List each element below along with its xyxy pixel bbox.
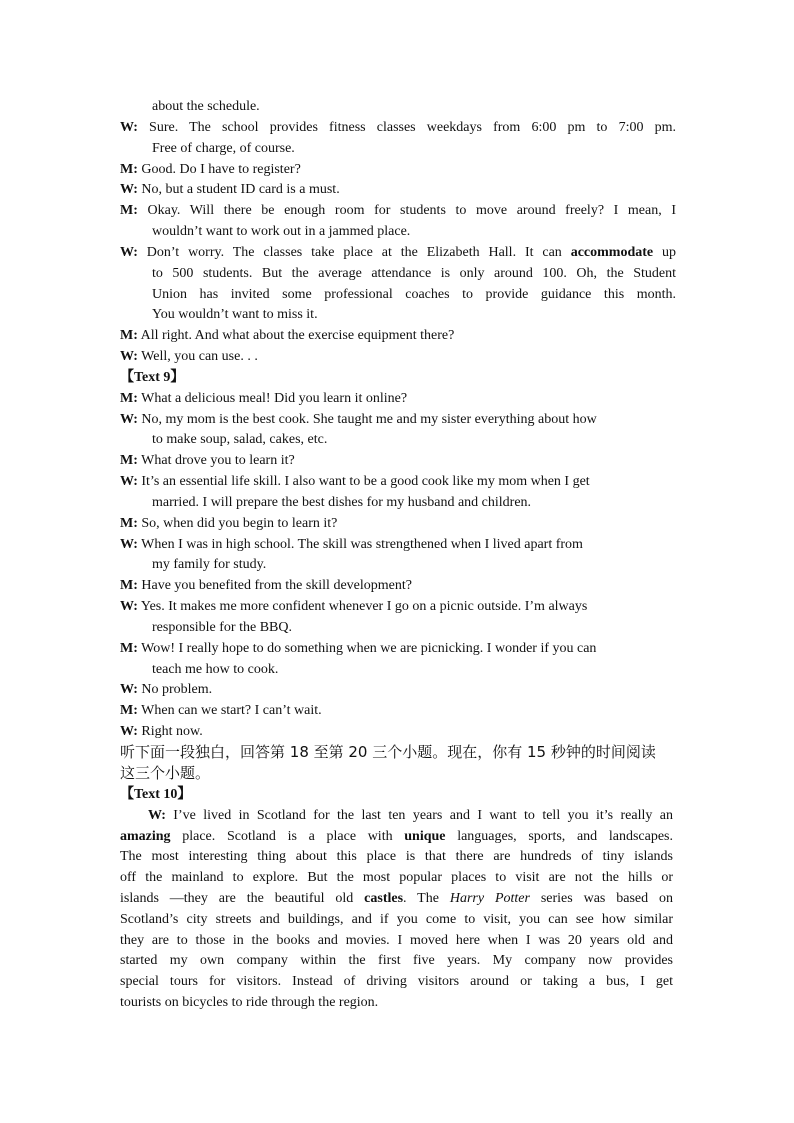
monologue-line bbox=[120, 806, 673, 826]
text-run: Good. Do I have to register? bbox=[137, 162, 301, 177]
monologue-line bbox=[120, 868, 673, 888]
text-run: Right now. bbox=[137, 724, 203, 739]
dialogue-line bbox=[120, 576, 676, 596]
dialogue-continuation bbox=[152, 139, 676, 159]
monologue-line bbox=[120, 827, 673, 847]
text-run: off the mainland to explore. But the most popular places to visit are not the hills or bbox=[120, 870, 673, 885]
dialogue-line bbox=[120, 472, 676, 492]
text-run: languages, sports, and landscapes. bbox=[445, 829, 673, 844]
monologue-line bbox=[120, 951, 673, 971]
dialogue-line bbox=[120, 701, 676, 721]
text-run: about the schedule. bbox=[152, 99, 260, 114]
text-run: Okay. Will there be enough room for students to move around freely? I mean, I bbox=[137, 203, 676, 218]
text-run: my family for study. bbox=[152, 557, 267, 572]
text-run: Yes. It makes me more confident whenever I go on a picnic outside. I’m always bbox=[137, 599, 588, 614]
speaker-label: M: bbox=[120, 641, 138, 656]
text-run: Free of charge, of course. bbox=[152, 141, 295, 156]
monologue-line bbox=[120, 910, 673, 930]
instruction-text bbox=[120, 763, 210, 783]
text-run: No problem. bbox=[137, 682, 213, 697]
monologue-line bbox=[120, 931, 673, 951]
dialogue-line bbox=[120, 597, 676, 617]
dialogue-line bbox=[120, 410, 676, 430]
text-run: tourists on bicycles to ride through the region. bbox=[120, 995, 379, 1010]
speaker-label: W: bbox=[120, 349, 138, 364]
dialogue-line bbox=[120, 451, 676, 471]
text-run: Wow! I really hope to do something when we are picnicking. I wonder if you can bbox=[137, 641, 597, 656]
text-run: 这三个小题。 bbox=[120, 764, 211, 782]
section-heading bbox=[120, 785, 676, 805]
dialogue-continuation bbox=[152, 285, 676, 305]
text-run: wouldn’t want to work out in a jammed place. bbox=[152, 224, 411, 239]
speaker-label: W: bbox=[120, 182, 138, 197]
monologue-line bbox=[120, 847, 673, 867]
dialogue-continuation bbox=[152, 264, 676, 284]
dialogue-line bbox=[120, 722, 676, 742]
text-run: Don’t worry. The classes take place at the Elizabeth Hall. It can bbox=[137, 245, 571, 260]
text-run: married. I will prepare the best dishes for my husband and children. bbox=[152, 495, 532, 510]
text-run: up bbox=[653, 245, 677, 260]
bold-word: amazing bbox=[120, 829, 171, 844]
speaker-label: M: bbox=[120, 328, 138, 343]
speaker-label: M: bbox=[120, 578, 138, 593]
dialogue-line bbox=[120, 639, 676, 659]
bold-word: unique bbox=[404, 829, 446, 844]
dialogue-line bbox=[120, 389, 676, 409]
text-run: It’s an essential life skill. I also want to be a good cook like my mom when I get bbox=[137, 474, 590, 489]
dialogue-continuation bbox=[152, 555, 676, 575]
dialogue-line bbox=[120, 680, 676, 700]
instruction-text bbox=[120, 742, 656, 762]
text-run: Sure. The school provides fitness classes weekdays from 6:00 pm to 7:00 pm. bbox=[137, 120, 676, 135]
dialogue-continuation bbox=[152, 493, 676, 513]
speaker-label: M: bbox=[120, 453, 138, 468]
speaker-label: W: bbox=[120, 474, 138, 489]
text-run: . The bbox=[403, 891, 450, 906]
text-run: started my own company within the first five years. My company now provides bbox=[120, 953, 673, 968]
bold-word: castles bbox=[364, 891, 404, 906]
text-run: Scotland’s city streets and buildings, and if you come to visit, you can see how similar bbox=[120, 912, 673, 927]
speaker-label: W: bbox=[120, 724, 138, 739]
speaker-label: M: bbox=[120, 203, 138, 218]
dialogue-continuation bbox=[152, 305, 676, 325]
bold-word: accommodate bbox=[570, 245, 654, 260]
speaker-label: W: bbox=[120, 412, 138, 427]
text-run: to 500 students. But the average attendance is only around 100. Oh, the Student bbox=[152, 266, 676, 281]
text-run: Have you benefited from the skill development? bbox=[137, 578, 412, 593]
text-run: 听下面一段独白，回答第 18 至第 20 三个小题。现在，你有 15 秒钟的时间阅读 bbox=[120, 743, 656, 761]
speaker-label: W: bbox=[120, 120, 138, 135]
text-run: No, but a student ID card is a must. bbox=[137, 182, 340, 197]
text-run: responsible for the BBQ. bbox=[152, 620, 292, 635]
text-run: series was based on bbox=[529, 891, 674, 906]
text-run: Well, you can use. . . bbox=[137, 349, 258, 364]
text-run: When I was in high school. The skill was strengthened when I lived apart from bbox=[137, 537, 583, 552]
dialogue-line bbox=[120, 180, 676, 200]
monologue-line bbox=[120, 889, 673, 909]
text-run: 【Text 10】 bbox=[120, 787, 192, 802]
bold-word: W: bbox=[148, 808, 166, 823]
speaker-label: W: bbox=[120, 599, 138, 614]
dialogue-line bbox=[120, 514, 676, 534]
text-run: The most interesting thing about this place is that there are hundreds of tiny islands bbox=[120, 849, 673, 864]
text-run: You wouldn’t want to miss it. bbox=[152, 307, 318, 322]
dialogue-continuation bbox=[152, 660, 676, 680]
dialogue-line bbox=[120, 201, 676, 221]
text-run: What drove you to learn it? bbox=[137, 453, 295, 468]
dialogue-line bbox=[120, 326, 676, 346]
text-run: to make soup, salad, cakes, etc. bbox=[152, 432, 328, 447]
dialogue-line bbox=[120, 347, 676, 367]
text-run: 【Text 9】 bbox=[120, 370, 185, 385]
dialogue-line bbox=[120, 118, 676, 138]
text-run: special tours for visitors. Instead of driving visitors around or taking a bus, I get bbox=[120, 974, 673, 989]
speaker-label: M: bbox=[120, 703, 138, 718]
dialogue-continuation bbox=[152, 430, 676, 450]
text-run: they are to those in the books and movies. I moved here when I was 20 years old and bbox=[120, 933, 673, 948]
text-run: No, my mom is the best cook. She taught me and my sister everything about how bbox=[137, 412, 597, 427]
dialogue-continuation bbox=[152, 618, 676, 638]
text-run: place. Scotland is a place with bbox=[170, 829, 405, 844]
text-run: islands —they are the beautiful old bbox=[120, 891, 365, 906]
speaker-label: W: bbox=[120, 682, 138, 697]
speaker-label: W: bbox=[120, 245, 138, 260]
text-run: What a delicious meal! Did you learn it online? bbox=[137, 391, 408, 406]
monologue-line bbox=[120, 993, 673, 1013]
text-run: So, when did you begin to learn it? bbox=[137, 516, 338, 531]
text-run: teach me how to cook. bbox=[152, 662, 279, 677]
dialogue-continuation bbox=[152, 222, 676, 242]
text-run: When can we start? I can’t wait. bbox=[137, 703, 322, 718]
monologue-line bbox=[120, 972, 673, 992]
text-run: All right. And what about the exercise equipment there? bbox=[137, 328, 455, 343]
italic-title: Harry Potter bbox=[449, 891, 530, 906]
dialogue-line bbox=[120, 160, 676, 180]
dialogue-line bbox=[120, 535, 676, 555]
speaker-label: M: bbox=[120, 516, 138, 531]
speaker-label: W: bbox=[120, 537, 138, 552]
dialogue-continuation bbox=[152, 97, 676, 117]
text-run: I’ve lived in Scotland for the last ten years and I want to tell you it’s really an bbox=[165, 808, 673, 823]
dialogue-line bbox=[120, 243, 676, 263]
section-heading bbox=[120, 368, 676, 388]
text-run: Union has invited some professional coaches to provide guidance this month. bbox=[152, 287, 676, 302]
speaker-label: M: bbox=[120, 162, 138, 177]
speaker-label: M: bbox=[120, 391, 138, 406]
